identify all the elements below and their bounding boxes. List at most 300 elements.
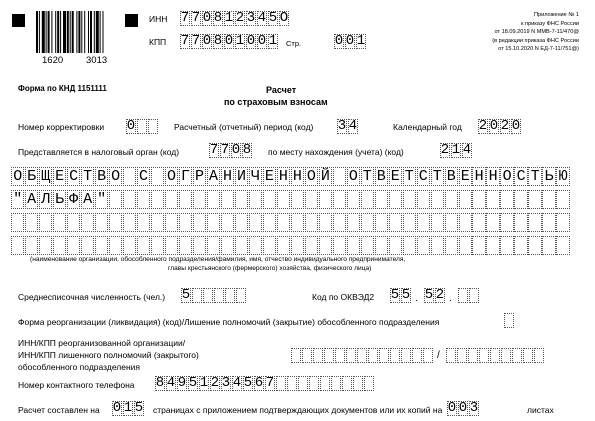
- char-cell: [490, 348, 500, 363]
- org-name-caption-line2: главы крестьянского (фермерского) хозяйства, физического лица): [168, 265, 372, 272]
- char-cell: [368, 348, 378, 363]
- char-cell: [235, 236, 248, 255]
- inn-cells[interactable]: [180, 11, 290, 26]
- char-cell: [313, 348, 323, 363]
- char-cell: [277, 236, 290, 255]
- char-cell: А: [207, 167, 220, 186]
- char-cell: [53, 213, 66, 232]
- char-cell: [361, 190, 374, 209]
- barcode-bar: [46, 11, 47, 53]
- char-cell: [445, 190, 458, 209]
- barcode-bar: [81, 11, 82, 53]
- char-cell: [514, 236, 527, 255]
- char-cell: 5: [401, 287, 411, 303]
- barcode-bar: [70, 11, 71, 53]
- char-cell: Ю: [556, 167, 569, 186]
- char-cell: [221, 190, 234, 209]
- char-cell: Б: [25, 167, 38, 186]
- char-cell: [324, 348, 334, 363]
- char-cell: [347, 213, 360, 232]
- char-cell: 5: [134, 400, 144, 416]
- char-cell: 7: [191, 33, 201, 49]
- char-cell: [25, 213, 38, 232]
- char-cell: [193, 236, 206, 255]
- char-cell: 2: [235, 10, 245, 26]
- char-cell: [221, 213, 234, 232]
- char-cell: [486, 213, 499, 232]
- char-cell: [390, 348, 400, 363]
- char-cell: [207, 190, 220, 209]
- char-cell: 7: [191, 10, 201, 26]
- char-cell: [277, 213, 290, 232]
- char-cell: [556, 190, 569, 209]
- char-cell: 0: [489, 118, 499, 134]
- char-cell: [298, 376, 308, 391]
- appendix-line: к приказу ФНС России: [520, 20, 579, 27]
- char-cell: 7: [265, 375, 275, 391]
- char-cell: [235, 213, 248, 232]
- barcode-bar: [63, 11, 66, 53]
- char-cell: [361, 236, 374, 255]
- char-cell: [291, 348, 301, 363]
- char-cell: 1: [451, 142, 461, 158]
- char-cell: [236, 288, 246, 303]
- char-cell: [263, 213, 276, 232]
- char-cell: 0: [126, 118, 136, 134]
- char-cell: 1: [356, 33, 366, 49]
- char-cell: [263, 190, 276, 209]
- page-label: Стр.: [286, 39, 302, 48]
- char-cell: [469, 288, 479, 303]
- char-cell: 0: [224, 33, 234, 49]
- char-cell: А: [81, 190, 94, 209]
- barcode-bar: [90, 11, 92, 53]
- reorg-inn-cells[interactable]: [291, 348, 434, 363]
- char-cell: [335, 348, 345, 363]
- char-cell: [203, 288, 213, 303]
- char-cell: Ь: [542, 167, 555, 186]
- reorg-label: Форма реорганизации (ликвидация) (код)/Лишение полномочий (закрытие) обособленного подразделения: [18, 317, 440, 327]
- char-cell: Л: [39, 190, 52, 209]
- char-cell: О: [347, 167, 360, 186]
- char-cell: [137, 213, 150, 232]
- char-cell: 0: [246, 33, 256, 49]
- char-cell: [459, 190, 472, 209]
- char-cell: С: [417, 167, 430, 186]
- char-cell: [25, 236, 38, 255]
- page-cells[interactable]: [334, 34, 367, 49]
- inn-kpp-label-line1: ИНН/КПП реорганизованной организации/: [18, 338, 186, 348]
- char-cell: [148, 119, 158, 134]
- char-cell: ": [11, 190, 24, 209]
- barcode-bar: [72, 11, 74, 53]
- corner-marker-right: [125, 14, 138, 27]
- sheets-cells[interactable]: [447, 401, 480, 416]
- char-cell: О: [109, 167, 122, 186]
- char-cell: [165, 190, 178, 209]
- char-cell: Т: [528, 167, 541, 186]
- char-cell: 4: [257, 10, 267, 26]
- period-cells[interactable]: [337, 119, 359, 134]
- barcode-number-right: 3013: [86, 55, 108, 66]
- char-cell: [193, 213, 206, 232]
- char-cell: В: [375, 167, 388, 186]
- char-cell: 5: [268, 10, 278, 26]
- char-cell: С: [67, 167, 80, 186]
- char-cell: [542, 190, 555, 209]
- period-label: Расчетный (отчетный) период (код): [174, 122, 314, 132]
- char-cell: 8: [213, 33, 223, 49]
- char-cell: 8: [242, 142, 252, 158]
- char-cell: [109, 213, 122, 232]
- char-cell: [417, 213, 430, 232]
- char-cell: Й: [319, 167, 332, 186]
- char-cell: [67, 236, 80, 255]
- barcode-bar: [88, 11, 89, 53]
- char-cell: [403, 236, 416, 255]
- char-cell: [319, 190, 332, 209]
- pages-cells[interactable]: [112, 401, 145, 416]
- char-cell: [192, 288, 202, 303]
- year-label: Календарный год: [393, 122, 462, 132]
- okved-dot-2: .: [449, 293, 452, 304]
- char-cell: Н: [221, 167, 234, 186]
- org-name-row-2[interactable]: [11, 190, 570, 209]
- char-cell: [291, 213, 304, 232]
- char-cell: [512, 348, 522, 363]
- location-label: по месту нахождения (учета) (код): [268, 147, 404, 157]
- char-cell: 0: [112, 400, 122, 416]
- char-cell: [472, 236, 485, 255]
- appendix-note: [492, 11, 579, 54]
- char-cell: [11, 236, 24, 255]
- char-cell: Ь: [53, 190, 66, 209]
- char-cell: Т: [431, 167, 444, 186]
- barcode-bar: [67, 11, 69, 53]
- phone-label: Номер контактного телефона: [18, 380, 135, 390]
- char-cell: [375, 236, 388, 255]
- barcode: [36, 11, 116, 53]
- char-cell: [305, 213, 318, 232]
- char-cell: [137, 119, 147, 134]
- char-cell: [39, 236, 52, 255]
- char-cell: [225, 288, 235, 303]
- char-cell: [346, 348, 356, 363]
- char-cell: [479, 348, 489, 363]
- char-cell: [486, 190, 499, 209]
- char-cell: О: [11, 167, 24, 186]
- char-cell: [151, 236, 164, 255]
- barcode-bar: [48, 11, 50, 53]
- char-cell: [123, 213, 136, 232]
- tax-authority-cells[interactable]: [209, 143, 253, 158]
- appendix-line: Приложение № 1: [533, 12, 579, 18]
- char-cell: [249, 213, 262, 232]
- char-cell: [165, 213, 178, 232]
- char-cell: О: [305, 167, 318, 186]
- char-cell: [375, 190, 388, 209]
- barcode-bar: [55, 11, 56, 53]
- char-cell: 0: [458, 400, 468, 416]
- char-cell: [389, 236, 402, 255]
- form-title-line2: по страховым взносам: [224, 97, 328, 107]
- char-cell: [514, 190, 527, 209]
- sheets-label: листах: [527, 405, 554, 415]
- char-cell: В: [445, 167, 458, 186]
- tax-authority-label: Представляется в налоговый орган (код): [18, 147, 180, 157]
- char-cell: [403, 213, 416, 232]
- char-cell: [528, 190, 541, 209]
- char-cell: 4: [232, 375, 242, 391]
- char-cell: 7: [180, 33, 190, 49]
- char-cell: 0: [447, 400, 457, 416]
- char-cell: 1: [235, 33, 245, 49]
- char-cell: 8: [213, 10, 223, 26]
- char-cell: [276, 376, 286, 391]
- okved-cells-2[interactable]: [424, 288, 446, 303]
- char-cell: [417, 236, 430, 255]
- char-cell: [542, 213, 555, 232]
- char-cell: [534, 348, 544, 363]
- kpp-label: КПП: [149, 37, 167, 47]
- correction-cells[interactable]: [126, 119, 159, 134]
- char-cell: 5: [243, 375, 253, 391]
- phone-cells[interactable]: [155, 376, 375, 391]
- char-cell: [123, 236, 136, 255]
- char-cell: 0: [257, 33, 267, 49]
- char-cell: О: [500, 167, 513, 186]
- correction-label: Номер корректировки: [18, 122, 105, 132]
- org-name-caption-line1: (наименование организации, обособленного подразделения/фамилия, имя, отчество индивидуального предпринимателя,: [30, 256, 406, 263]
- char-cell: Р: [193, 167, 206, 186]
- char-cell: 1: [199, 375, 209, 391]
- char-cell: [431, 190, 444, 209]
- barcode-bar: [100, 11, 101, 53]
- char-cell: [347, 190, 360, 209]
- okved-cells-3[interactable]: [458, 288, 480, 303]
- char-cell: 3: [337, 118, 347, 134]
- pages-label: Расчет составлен на: [18, 405, 100, 415]
- org-name-row-1[interactable]: [11, 167, 570, 186]
- corner-marker-left: [12, 14, 25, 27]
- char-cell: [389, 190, 402, 209]
- barcode-bar: [84, 11, 85, 53]
- char-cell: Е: [389, 167, 402, 186]
- char-cell: 1: [268, 33, 278, 49]
- char-cell: [11, 213, 24, 232]
- char-cell: [137, 236, 150, 255]
- char-cell: [542, 236, 555, 255]
- char-cell: [342, 376, 352, 391]
- char-cell: [123, 167, 136, 186]
- char-cell: А: [25, 190, 38, 209]
- char-cell: 4: [166, 375, 176, 391]
- char-cell: [445, 236, 458, 255]
- char-cell: [319, 213, 332, 232]
- char-cell: Е: [53, 167, 66, 186]
- char-cell: [305, 190, 318, 209]
- char-cell: О: [165, 167, 178, 186]
- char-cell: Щ: [39, 167, 52, 186]
- char-cell: [207, 213, 220, 232]
- appendix-line: от 18.09.2019 N ММВ-7-11/470@: [494, 29, 579, 36]
- char-cell: [95, 213, 108, 232]
- barcode-bar: [57, 11, 59, 53]
- char-cell: Ч: [249, 167, 262, 186]
- reorg-slash: /: [437, 350, 440, 361]
- barcode-bar: [36, 11, 38, 53]
- char-cell: [357, 348, 367, 363]
- char-cell: Н: [291, 167, 304, 186]
- char-cell: Т: [81, 167, 94, 186]
- char-cell: [500, 236, 513, 255]
- char-cell: 0: [231, 142, 241, 158]
- char-cell: [333, 236, 346, 255]
- char-cell: [431, 236, 444, 255]
- char-cell: 2: [210, 375, 220, 391]
- barcode-bar: [96, 11, 99, 53]
- char-cell: [353, 376, 363, 391]
- char-cell: [193, 190, 206, 209]
- char-cell: 3: [246, 10, 256, 26]
- okved-cells-1[interactable]: [390, 288, 412, 303]
- char-cell: 7: [180, 10, 190, 26]
- char-cell: [528, 236, 541, 255]
- char-cell: [431, 213, 444, 232]
- char-cell: [151, 167, 164, 186]
- barcode-bar: [76, 11, 77, 53]
- char-cell: [361, 213, 374, 232]
- inn-kpp-label-line3: обособленного подразделения: [18, 362, 140, 372]
- char-cell: [514, 213, 527, 232]
- char-cell: [291, 190, 304, 209]
- char-cell: [472, 190, 485, 209]
- char-cell: [364, 376, 374, 391]
- char-cell: [67, 213, 80, 232]
- char-cell: 2: [440, 142, 450, 158]
- char-cell: 3: [221, 375, 231, 391]
- char-cell: 5: [181, 287, 191, 303]
- char-cell: С: [137, 167, 150, 186]
- char-cell: 9: [177, 375, 187, 391]
- char-cell: [500, 213, 513, 232]
- char-cell: С: [514, 167, 527, 186]
- char-cell: [556, 236, 569, 255]
- char-cell: 6: [254, 375, 264, 391]
- char-cell: [459, 236, 472, 255]
- kpp-cells[interactable]: [180, 34, 279, 49]
- headcount-label: Среднесписочная численность (чел.): [18, 292, 166, 302]
- inn-kpp-label-line2: ИНН/КПП лишенного полномочий (закрытого): [18, 350, 199, 360]
- char-cell: 4: [462, 142, 472, 158]
- char-cell: [319, 236, 332, 255]
- char-cell: [179, 213, 192, 232]
- char-cell: 0: [345, 33, 355, 49]
- location-cells[interactable]: [440, 143, 473, 158]
- char-cell: [287, 376, 297, 391]
- char-cell: [556, 213, 569, 232]
- char-cell: 0: [202, 10, 212, 26]
- char-cell: 4: [348, 118, 358, 134]
- char-cell: Н: [277, 167, 290, 186]
- char-cell: [137, 190, 150, 209]
- char-cell: [123, 190, 136, 209]
- char-cell: [277, 190, 290, 209]
- reorg-cells[interactable]: [504, 313, 515, 328]
- char-cell: [501, 348, 511, 363]
- char-cell: [445, 213, 458, 232]
- char-cell: Е: [263, 167, 276, 186]
- char-cell: [486, 236, 499, 255]
- char-cell: 0: [202, 33, 212, 49]
- barcode-bar: [42, 11, 45, 53]
- char-cell: [523, 348, 533, 363]
- year-cells[interactable]: [478, 119, 522, 134]
- char-cell: [458, 288, 468, 303]
- char-cell: [81, 213, 94, 232]
- char-cell: В: [95, 167, 108, 186]
- char-cell: 5: [424, 287, 434, 303]
- org-name-row-4[interactable]: [11, 236, 570, 255]
- char-cell: О: [279, 10, 289, 26]
- char-cell: [151, 213, 164, 232]
- char-cell: [221, 236, 234, 255]
- form-knd: Форма по КНД 1151111: [18, 84, 107, 93]
- form-title-line1: Расчет: [266, 85, 297, 95]
- char-cell: [165, 236, 178, 255]
- char-cell: 3: [469, 400, 479, 416]
- char-cell: [179, 236, 192, 255]
- char-cell: [235, 190, 248, 209]
- char-cell: 0: [334, 33, 344, 49]
- char-cell: 8: [155, 375, 165, 391]
- char-cell: [95, 236, 108, 255]
- headcount-cells[interactable]: [181, 288, 247, 303]
- char-cell: [333, 190, 346, 209]
- inn-label: ИНН: [149, 14, 168, 24]
- char-cell: 1: [123, 400, 133, 416]
- char-cell: И: [235, 167, 248, 186]
- char-cell: 2: [478, 118, 488, 134]
- org-name-row-3[interactable]: [11, 213, 570, 232]
- appendix-line: (в редакции приказа ФНС России: [492, 37, 579, 44]
- char-cell: Н: [486, 167, 499, 186]
- char-cell: 1: [224, 10, 234, 26]
- barcode-bar: [78, 11, 80, 53]
- char-cell: [305, 236, 318, 255]
- barcode-bar: [94, 11, 95, 53]
- char-cell: [459, 213, 472, 232]
- char-cell: 5: [188, 375, 198, 391]
- char-cell: [309, 376, 319, 391]
- barcode-number-left: 1620: [42, 55, 64, 66]
- char-cell: 7: [220, 142, 230, 158]
- char-cell: 2: [435, 287, 445, 303]
- appendix-line: от 15.10.2020 N ЕД-7-11/751@): [498, 46, 579, 53]
- char-cell: [320, 376, 330, 391]
- reorg-kpp-cells[interactable]: [446, 348, 545, 363]
- char-cell: [528, 213, 541, 232]
- char-cell: [333, 167, 346, 186]
- char-cell: Н: [472, 167, 485, 186]
- char-cell: [412, 348, 422, 363]
- char-cell: [389, 213, 402, 232]
- char-cell: [109, 190, 122, 209]
- char-cell: [417, 190, 430, 209]
- char-cell: [472, 213, 485, 232]
- char-cell: Ф: [67, 190, 80, 209]
- char-cell: [151, 190, 164, 209]
